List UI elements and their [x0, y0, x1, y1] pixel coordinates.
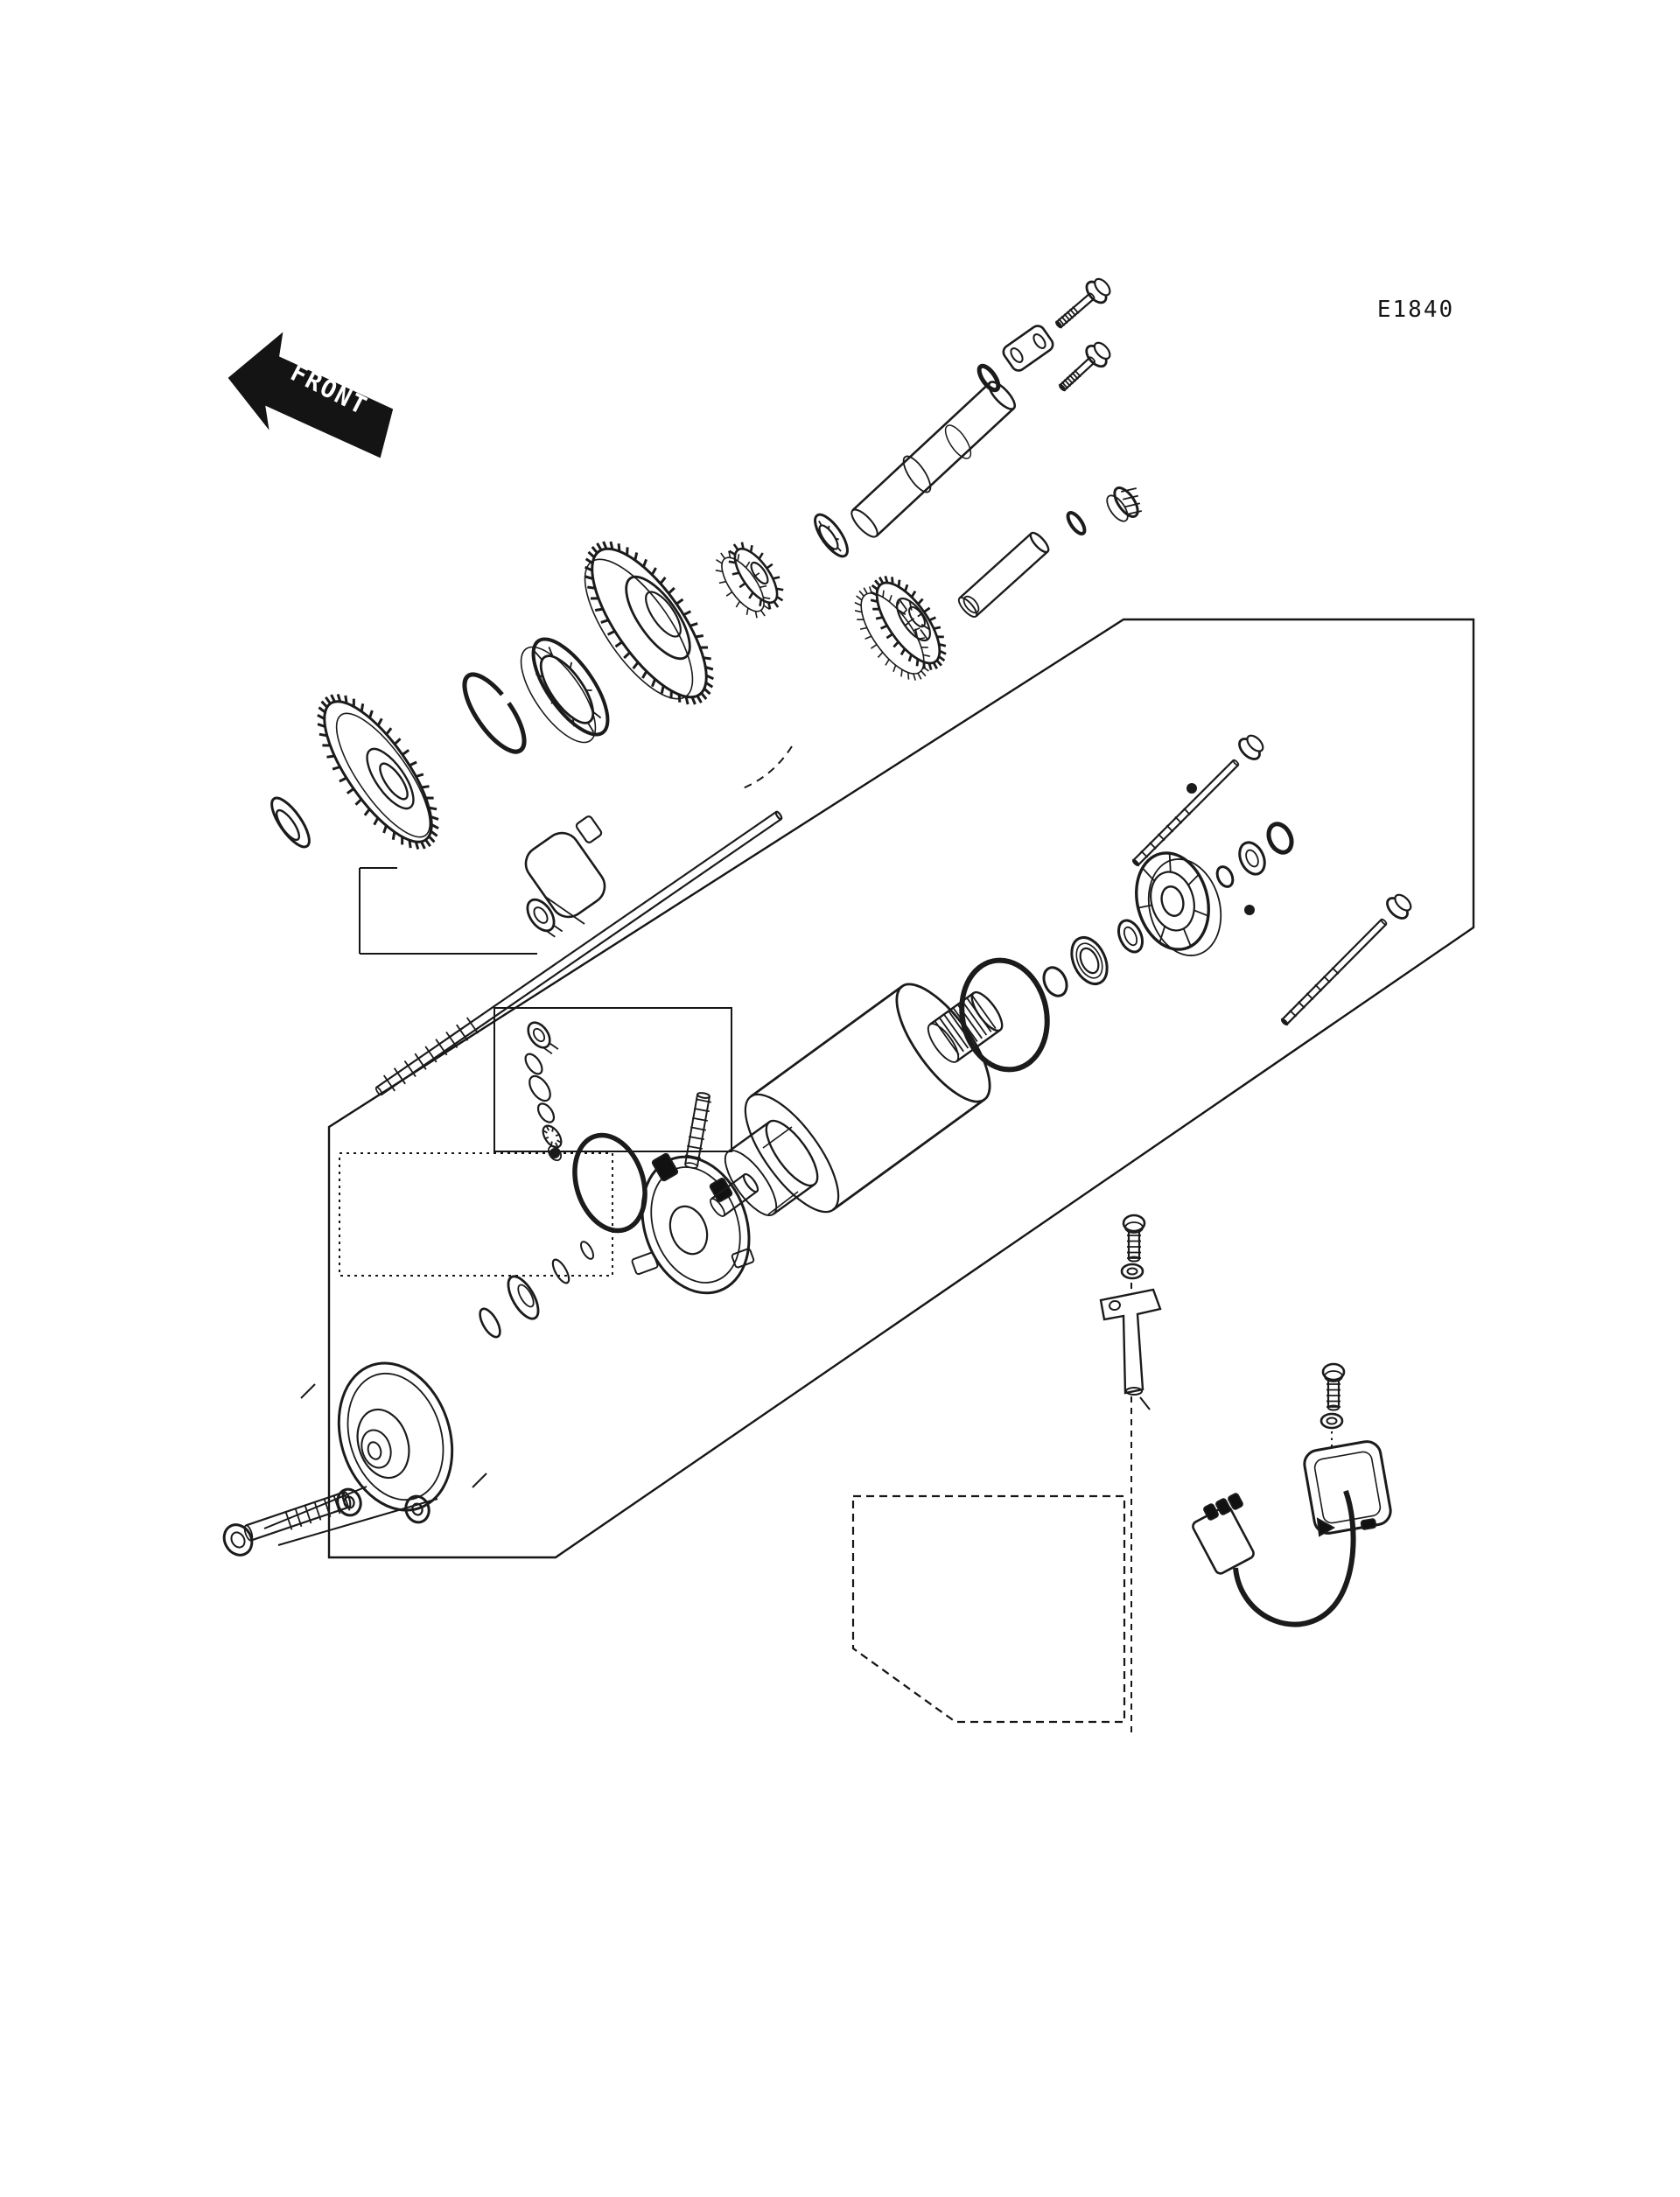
ring: [985, 378, 1018, 413]
line: [550, 1043, 558, 1049]
sheet-code: E1840: [1376, 297, 1455, 323]
assembly-box-21163: [329, 619, 1474, 1557]
ring: [741, 1172, 760, 1194]
ring: [880, 970, 1005, 1115]
callout-a1-curve: [743, 746, 792, 788]
ring: [1077, 946, 1102, 976]
cylinder: [751, 986, 984, 1209]
ring: [976, 363, 1002, 393]
ring: [1065, 510, 1088, 536]
grouping-boxes: [264, 619, 1474, 1737]
ring: [502, 1272, 544, 1324]
ring: [550, 1257, 571, 1285]
circlip-92033: [454, 666, 535, 760]
ring: [265, 793, 316, 852]
block: [632, 1252, 659, 1275]
ring: [1323, 1364, 1344, 1380]
spokes: [543, 1126, 562, 1147]
ring: [664, 1201, 714, 1259]
ring: [1233, 759, 1240, 766]
front-label: FRONT: [285, 357, 373, 422]
ring: [941, 422, 976, 463]
sub-box-21040: [340, 1153, 612, 1276]
ring: [1328, 1406, 1339, 1410]
block: [519, 826, 612, 924]
ring: [775, 811, 783, 820]
line: [546, 931, 555, 937]
ring: [952, 952, 1057, 1077]
ring: [359, 742, 422, 815]
ring: [1126, 845, 1219, 958]
block: [1361, 1519, 1376, 1530]
cylinder: [960, 534, 1048, 617]
ring: [476, 1305, 504, 1340]
ring: [535, 1101, 556, 1125]
ring: [1028, 530, 1052, 555]
ring: [697, 1092, 710, 1099]
ring: [520, 628, 621, 746]
ring: [375, 1087, 383, 1095]
line: [301, 1384, 315, 1398]
ring: [522, 1051, 545, 1076]
ring: [956, 595, 980, 619]
ring: [1214, 864, 1236, 890]
threads: [384, 1018, 479, 1091]
ring: [1128, 1269, 1138, 1275]
threads: [1059, 370, 1081, 391]
ring: [1071, 939, 1107, 982]
ring: [366, 1440, 382, 1460]
ring: [624, 1142, 767, 1308]
ring: [848, 506, 881, 541]
block: [1302, 1439, 1392, 1536]
ring: [334, 1487, 364, 1519]
callout-a2-link: [1140, 1397, 1150, 1410]
point-marker: [1244, 905, 1255, 915]
cylinder: [1133, 760, 1238, 865]
ring: [349, 1403, 417, 1484]
gear-teeth: [585, 542, 714, 704]
ring: [1103, 492, 1132, 524]
ring: [1158, 884, 1186, 918]
part-drawings: [219, 276, 1414, 1625]
ring: [321, 701, 445, 850]
front-direction-arrow: [229, 334, 392, 457]
point-marker: [1186, 783, 1197, 794]
ring: [1243, 848, 1260, 868]
line: [768, 1192, 798, 1214]
line: [543, 1047, 552, 1053]
ring: [1122, 1264, 1143, 1278]
ring: [1264, 821, 1296, 857]
block: [1001, 323, 1056, 373]
block: [732, 1249, 754, 1269]
cylinder: [852, 382, 1013, 535]
ring: [729, 1081, 854, 1225]
ring: [1129, 1257, 1139, 1262]
relay-box-27010: [853, 1496, 1124, 1722]
ring: [1065, 932, 1114, 990]
ring: [1381, 919, 1388, 926]
ring: [357, 1426, 396, 1472]
cylinder: [1282, 920, 1386, 1025]
ring: [578, 1240, 596, 1261]
ring: [1321, 1414, 1342, 1428]
line: [554, 925, 563, 931]
ring: [1235, 838, 1270, 878]
ring: [809, 510, 853, 561]
ring: [636, 1155, 756, 1296]
threads: [1281, 968, 1339, 1025]
ring: [1124, 1215, 1144, 1231]
threads: [1056, 306, 1079, 328]
ring: [524, 1018, 555, 1052]
gear-teeth: [318, 694, 438, 849]
ring: [1327, 1418, 1337, 1424]
ring: [899, 452, 935, 496]
line: [472, 1473, 486, 1487]
block: [575, 815, 602, 844]
ring: [525, 1073, 554, 1105]
ring: [967, 988, 1007, 1035]
ring: [1110, 484, 1143, 520]
bracket-26011: [360, 868, 537, 954]
